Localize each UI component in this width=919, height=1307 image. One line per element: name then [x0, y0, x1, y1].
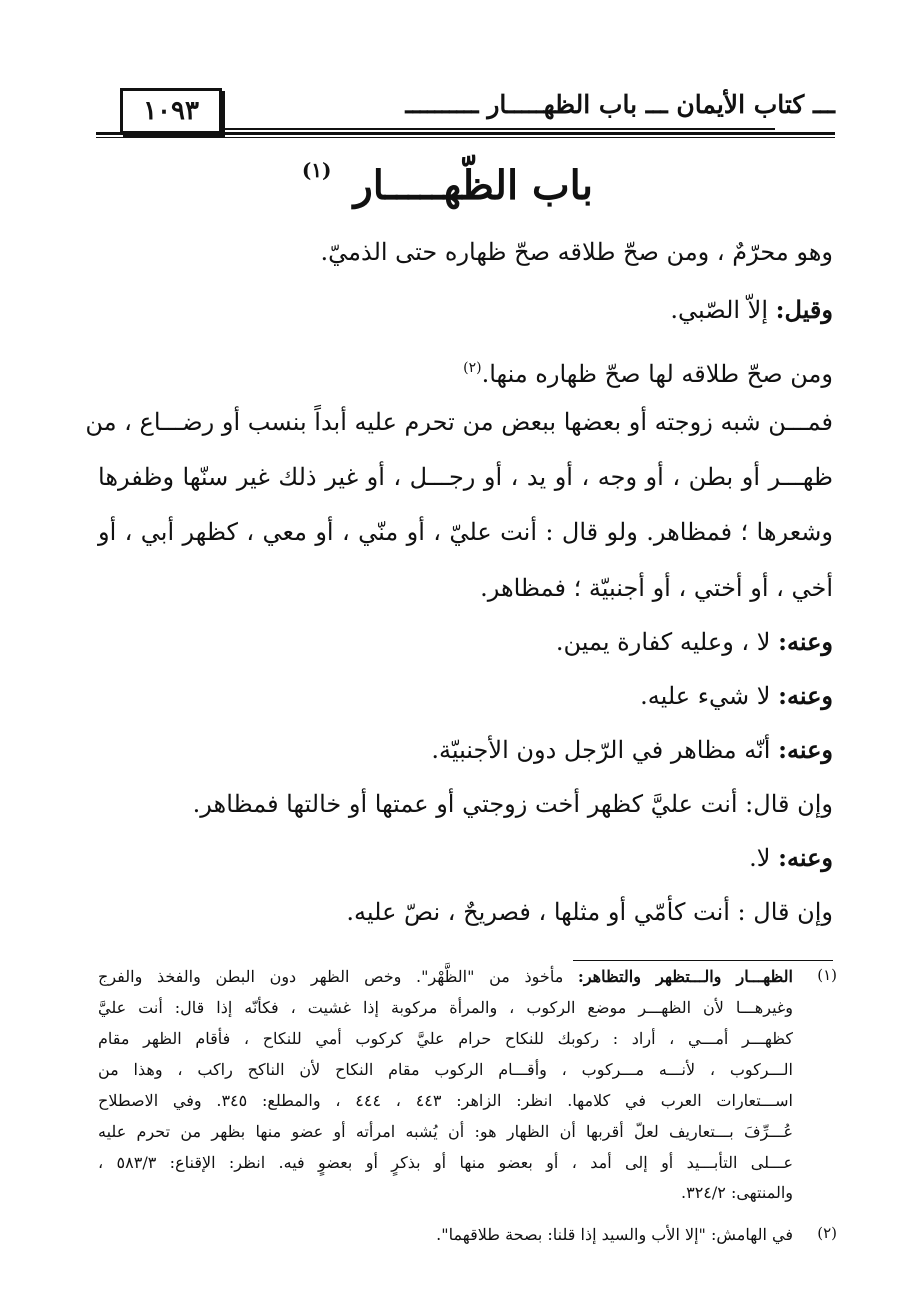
- lead-word: وقيل:: [775, 295, 833, 324]
- line-text: إلاّ الصّبي.: [670, 296, 776, 324]
- footnote-term: الظهـــار والـــتظهر والتظاهر:: [577, 967, 793, 986]
- footnote-marker: (١): [301, 158, 332, 182]
- line-text: لا ، وعليه كفارة يمين.: [555, 628, 779, 656]
- running-title: ـــ كتاب الأيمان ـــ باب الظهـــــار ــــــــــ: [405, 90, 835, 119]
- footnote-marker: (٢): [463, 360, 482, 376]
- footnote-number: (٢): [817, 1224, 837, 1242]
- lead-word: وعنه:: [778, 681, 833, 710]
- footnote-number: (١): [817, 966, 837, 984]
- header-rule: [218, 128, 775, 130]
- footnote-line: في الهامش: "إلا الأب والسيد إذا قلنا: بصحة طلاقهما".: [436, 1225, 793, 1244]
- paragraph-line: [556, 626, 833, 658]
- footnote-line: والمنتهى: ٣٢٤/٢.: [681, 1183, 793, 1202]
- footnote-line: عـــلى التأبـــيد أو إلى أمد ، أو بعضو منها أو بذكرٍ أو بعضوٍ فيه. انظر: الإقناع: ٥٨٣/٣ ،: [98, 1153, 794, 1172]
- footnote-line: كظهـــر أمـــي ، أراد : ركوبك للنكاح حرام عليَّ كركوب أمي للنكاح ، فأقام الظهر مقام: [98, 1029, 793, 1048]
- paragraph-line: [640, 680, 833, 712]
- footnote-line: [98, 966, 793, 988]
- paragraph-line: فمـــن شبه زوجته أو بعضها ببعض من تحرم عليه أبداً بنسب أو رضـــاع ، من: [85, 408, 833, 436]
- paragraph-line: وإن قال : أنت كأمّي أو مثلها ، فصريحٌ ، نصّ عليه.: [346, 898, 833, 926]
- chapter-title-text: باب الظّهـــــار: [353, 162, 593, 209]
- lead-word: وعنه:: [778, 843, 833, 872]
- line-text: أنّه مظاهر في الرّجل دون الأجنبيّة.: [431, 736, 779, 764]
- lead-word: وعنه:: [778, 627, 833, 656]
- paragraph-line: [463, 352, 833, 390]
- running-header: [96, 88, 835, 140]
- header-rule-thin: [96, 137, 835, 138]
- footnote-line: اســـتعارات العرب في كلامها. انظر: الزاهر: ٤٤٣ ، ٤٤٤ ، والمطلع: ٣٤٥. وفي الاصطلاح: [98, 1091, 794, 1110]
- paragraph-line: أخي ، أو أختي ، أو أجنبيّة ؛ فمظاهر.: [480, 574, 833, 602]
- paragraph-line: وشعرها ؛ فمظاهر. ولو قال : أنت عليّ ، أو منّي ، أو معي ، كظهر أبي ، أو: [98, 518, 833, 546]
- footnote-line: الـــركوب ، لأنـــه مـــركوب ، وأقـــام الركوب مقام النكاح لأن الناكح راكب ، وهذا من: [98, 1060, 793, 1079]
- paragraph-line: [670, 294, 833, 326]
- chapter-title: [302, 158, 593, 209]
- line-text: ومن صحّ طلاقه لها صحّ ظهاره منها.: [481, 360, 833, 388]
- paragraph-line: ظهـــر أو بطن ، أو وجه ، أو يد ، أو رجـــل ، أو غير ذلك غير سنّها وظفرها: [98, 463, 833, 491]
- lead-word: وعنه:: [778, 735, 833, 764]
- paragraph-line: [431, 734, 833, 766]
- footnote-text: مأخوذ من "الظَّهْر". وخص الظهر دون البطن والفخذ والفرج: [98, 967, 578, 986]
- paragraph-line: [749, 842, 833, 874]
- page-number: ١٠٩٣: [120, 88, 222, 134]
- line-text: لا.: [749, 844, 779, 872]
- footnote-line: عُـــرِّفَ بـــتعاريف لعلّ أقربها أن الظهار هو: أن يُشبه امرأته أو عضو منها بظهر من تحرم عليه: [98, 1122, 793, 1141]
- paragraph-line: وهو محرّمٌ ، ومن صحّ طلاقه صحّ ظهاره حتى الذميّ.: [320, 238, 833, 266]
- footnote-line: وغيرهـــا لأن الظهـــر موضع الركوب ، والمرأة مركوبة إذا غشيت ، فكأنّه إذا قال: أنت عليَّ: [98, 998, 793, 1017]
- paragraph-line: وإن قال: أنت عليَّ كظهر أخت زوجتي أو عمتها أو خالتها فمظاهر.: [192, 790, 833, 818]
- footnote-separator: [573, 960, 833, 961]
- line-text: لا شيء عليه.: [640, 682, 779, 710]
